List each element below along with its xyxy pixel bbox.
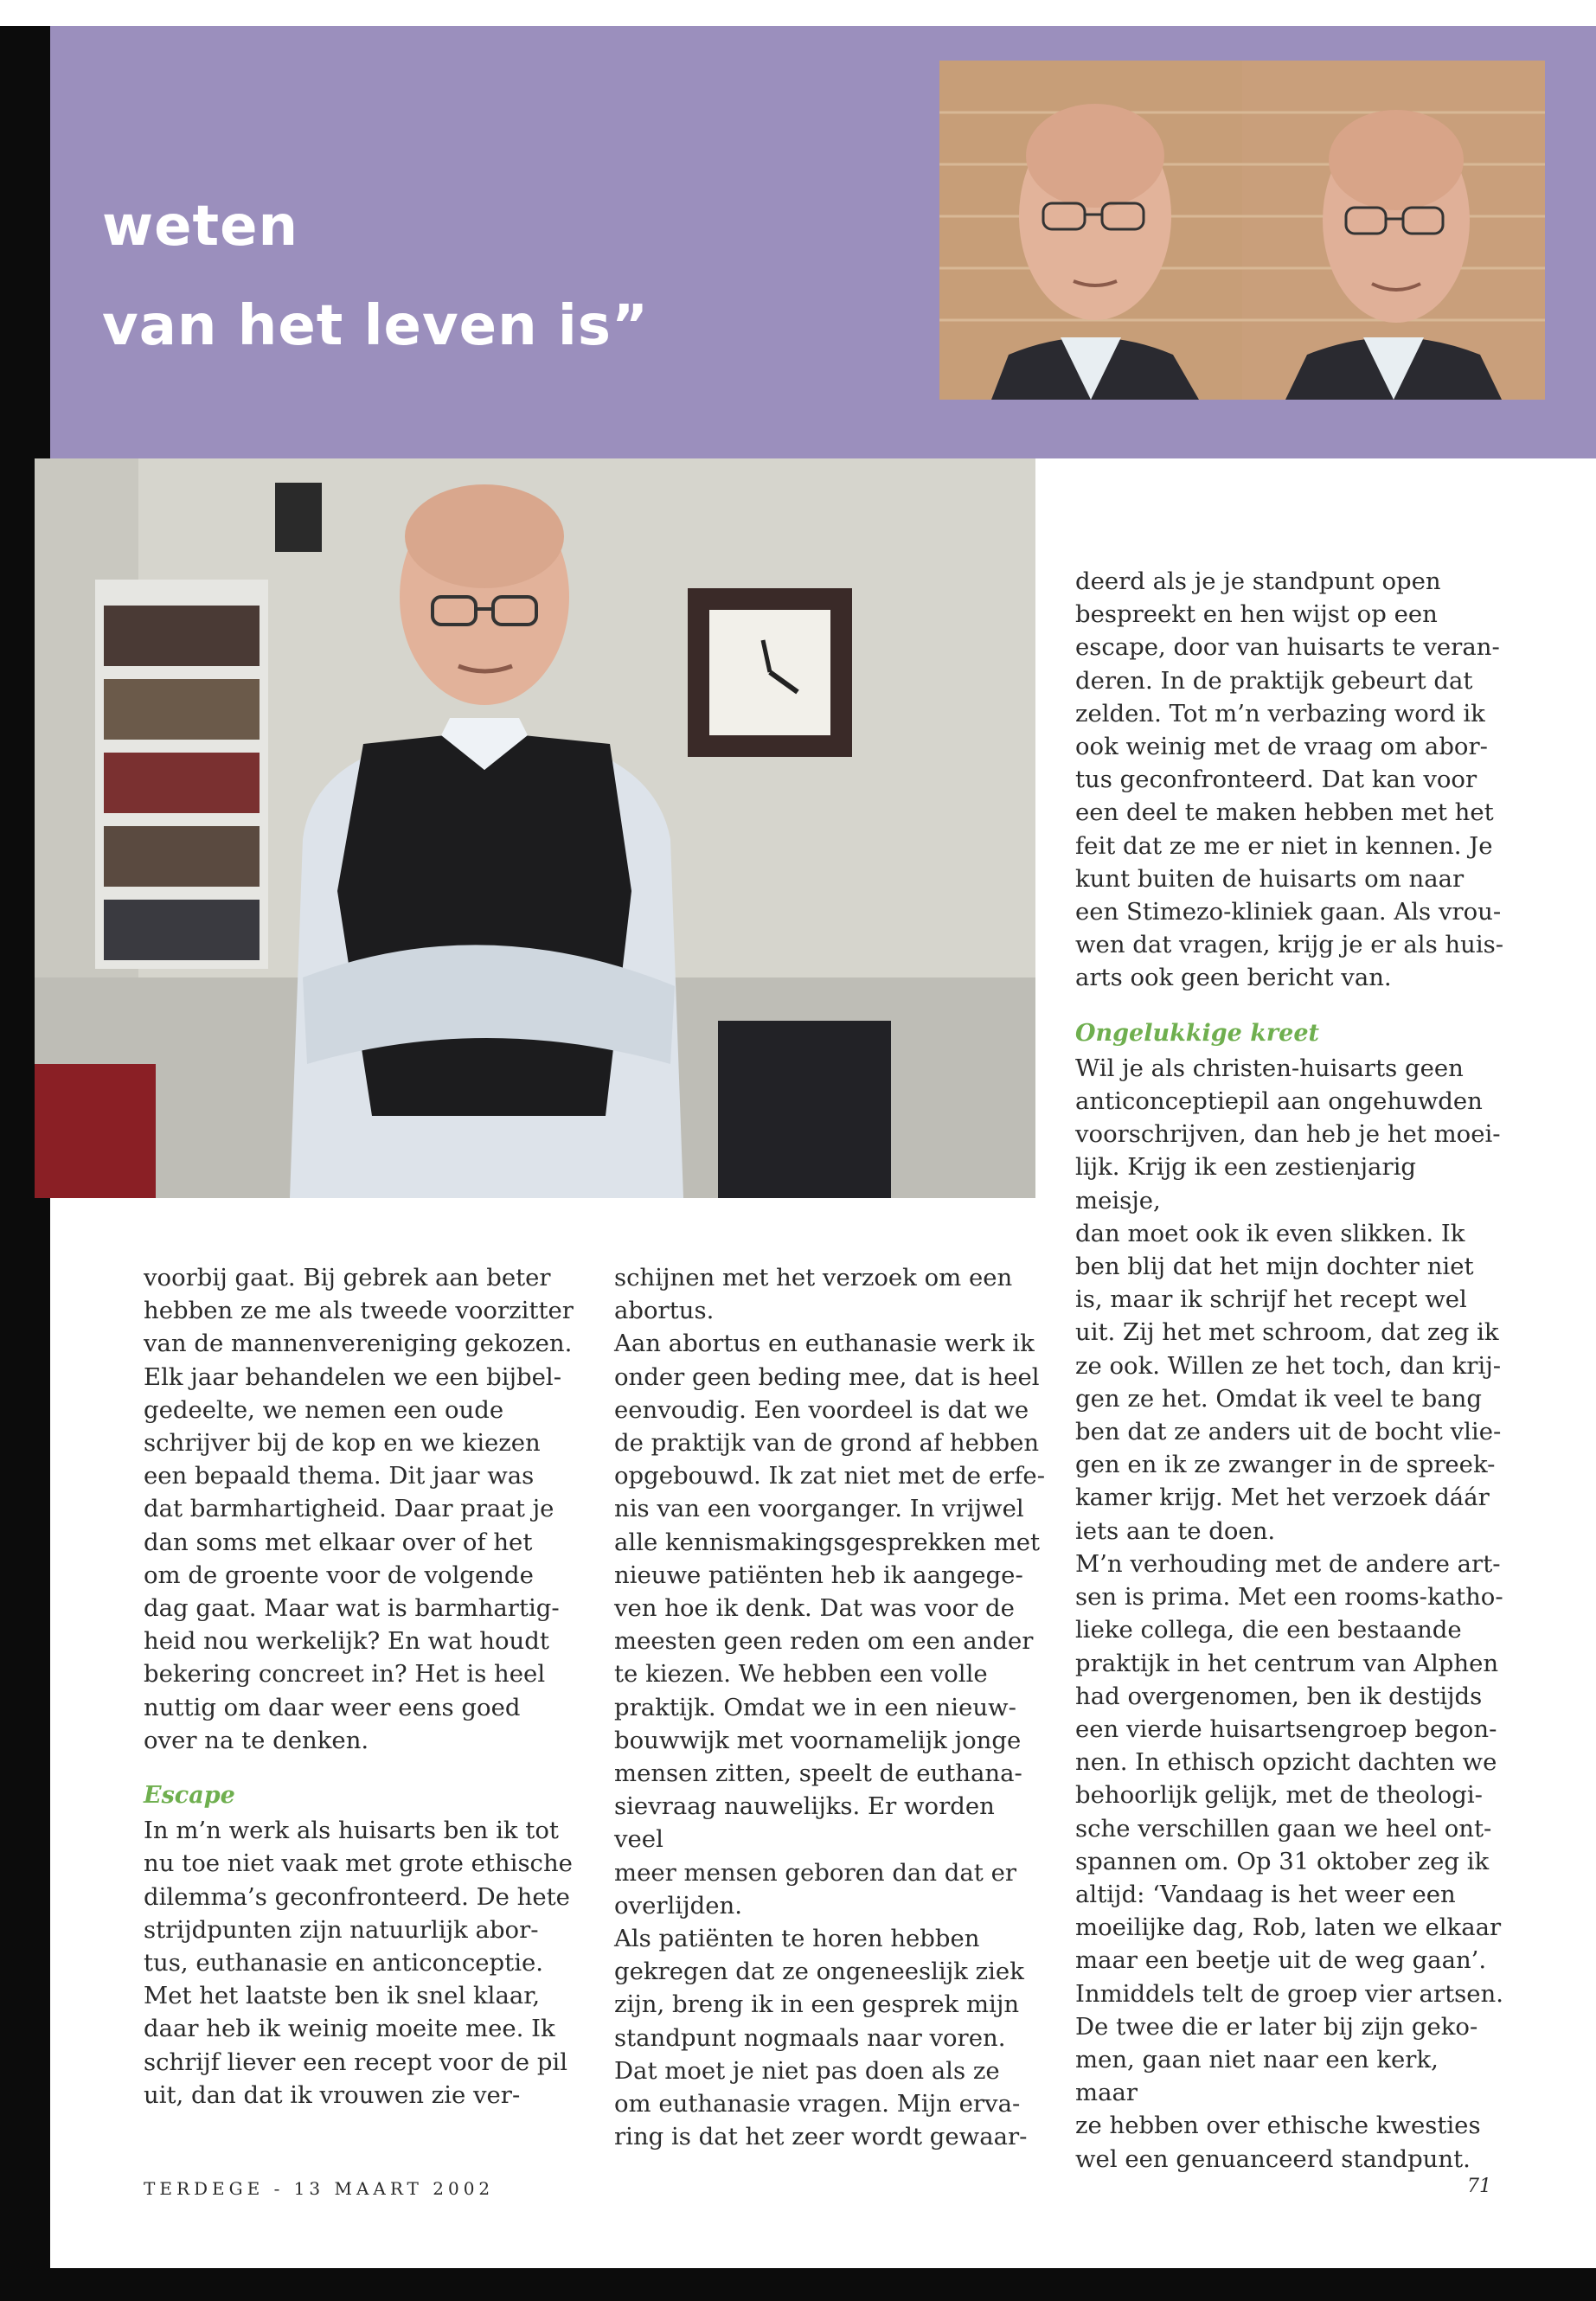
portrait-photo-right [1242, 61, 1545, 400]
headline-banner [50, 26, 1596, 458]
body-line: ook weinig met de vraag om abor- [1075, 733, 1488, 761]
body-line: strijdpunten zijn natuurlijk abor- [144, 1915, 539, 1944]
body-line: Dat moet je niet pas doen als ze [614, 2056, 1000, 2085]
body-line: schrijver bij de kop en we kiezen [144, 1429, 541, 1458]
body-line: Inmiddels telt de groep vier artsen. [1075, 1979, 1503, 2008]
body-line: M’n verhouding met de andere art- [1075, 1549, 1501, 1578]
body-line: kunt buiten de huisarts om naar [1075, 864, 1465, 893]
body-line: ben blij dat het mijn dochter niet [1075, 1253, 1474, 1281]
body-line: opgebouwd. Ik zat niet met de erfe- [614, 1462, 1045, 1490]
body-line: abortus. [614, 1297, 715, 1325]
body-line: van de mannenvereniging gekozen. [144, 1330, 573, 1358]
body-line: Met het laatste ben ik snel klaar, [144, 1982, 541, 2010]
body-line: standpunt nogmaals naar voren. [614, 2023, 1006, 2052]
body-line: ven hoe ik denk. Dat was voor de [614, 1594, 1015, 1623]
portrait-strip [939, 61, 1545, 400]
body-line: Aan abortus en euthanasie werk ik [614, 1330, 1035, 1358]
body-line: ze ook. Willen ze het toch, dan krij- [1075, 1351, 1502, 1380]
body-line: Wil je als christen-huisarts geen [1075, 1054, 1464, 1082]
footer-publication: TERDEGE - 13 MAART 2002 [144, 2178, 495, 2199]
body-line: praktijk. Omdat we in een nieuw- [614, 1693, 1016, 1721]
body-line: zelden. Tot m’n verbazing word ik [1075, 699, 1485, 727]
bookshelf [95, 580, 268, 969]
body-line: tus, euthanasie en anticonceptie. [144, 1949, 544, 1977]
body-line: meer mensen geboren dan dat er [614, 1858, 1016, 1887]
body-line: lijk. Krijg ik een zestienjarig meisje, [1075, 1153, 1416, 1215]
section-subhead-escape: Escape [144, 1782, 235, 1810]
body-line: heid nou werkelijk? En wat houdt [144, 1627, 549, 1656]
body-line: escape, door van huisarts te veran- [1075, 633, 1500, 662]
body-line: had overgenomen, ben ik destijds [1075, 1682, 1483, 1710]
body-line: onder geen beding mee, dat is heel [614, 1362, 1040, 1391]
body-line: dat barmhartigheid. Daar praat je [144, 1495, 554, 1523]
body-line: nu toe niet vaak met grote ethische [144, 1849, 573, 1878]
body-line: een vierde huisartsengroep begon- [1075, 1715, 1497, 1743]
body-line: wen dat vragen, krijg je er als huis- [1075, 931, 1504, 959]
body-line: alle kennismakingsgesprekken met [614, 1528, 1041, 1556]
body-line: ring is dat het zeer wordt gewaar- [614, 2123, 1028, 2151]
body-line: gekregen dat ze ongeneeslijk ziek [614, 1958, 1024, 1986]
body-line: een Stimezo-kliniek gaan. Als vrou- [1075, 898, 1502, 926]
body-line: daar heb ik weinig moeite mee. Ik [144, 2015, 555, 2043]
body-line: ze hebben over ethische kwesties [1075, 2112, 1481, 2140]
body-line: De twee die er later bij zijn geko- [1075, 2012, 1478, 2041]
scan-border-bottom [0, 2268, 1596, 2301]
body-line: nis van een voorganger. In vrijwel [614, 1495, 1024, 1523]
text-column-1 [144, 1261, 576, 2112]
body-line: is, maar ik schrijf het recept wel [1075, 1285, 1467, 1314]
body-line: dan moet ook ik even slikken. Ik [1075, 1219, 1465, 1247]
body-line: iets aan te doen. [1075, 1516, 1276, 1545]
body-line: voorbij gaat. Bij gebrek aan beter [144, 1264, 551, 1292]
body-line: feit dat ze me er niet in kennen. Je [1075, 831, 1493, 860]
body-line: om de groente voor de volgende [144, 1561, 534, 1589]
body-line: deren. In de praktijk gebeurt dat [1075, 666, 1473, 695]
body-line: arts ook geen bericht van. [1075, 964, 1392, 992]
body-line: voorschrijven, dan heb je het moei- [1075, 1120, 1501, 1149]
headline-line-2: van het leven is” [102, 294, 649, 358]
body-line: men, gaan niet naar een kerk, maar [1075, 2045, 1439, 2107]
body-line: gedeelte, we nemen een oude [144, 1395, 504, 1424]
body-line: nieuwe patiënten heb ik aangege- [614, 1561, 1023, 1589]
body-line: anticonceptiepil aan ongehuwden [1075, 1087, 1483, 1116]
body-line: schrijf liever een recept voor de pil [144, 2048, 568, 2076]
main-photo [35, 458, 1035, 1198]
body-line: bouwwijk met voornamelijk jonge [614, 1726, 1022, 1754]
body-line: sievraag nauwelijks. Er worden veel [614, 1792, 995, 1854]
page-top-margin [0, 0, 1596, 26]
body-line: een bepaald thema. Dit jaar was [144, 1462, 535, 1490]
body-line: gen en ik ze zwanger in de spreek- [1075, 1451, 1496, 1479]
body-line: schijnen met het verzoek om een [614, 1264, 1013, 1292]
body-line: uit, dan dat ik vrouwen zie ver- [144, 2080, 521, 2109]
body-line: eenvoudig. Een voordeel is dat we [614, 1395, 1029, 1424]
body-line: zijn, breng ik in een gesprek mijn [614, 1990, 1020, 2019]
body-line: over na te denken. [144, 1726, 369, 1754]
body-line: maar een beetje uit de weg gaan’. [1075, 1946, 1487, 1975]
body-line: sche verschillen gaan we heel ont- [1075, 1814, 1492, 1843]
body-line: tus geconfronteerd. Dat kan voor [1075, 766, 1477, 794]
section-subhead-ongelukkige-kreet: Ongelukkige kreet [1075, 1019, 1319, 1047]
headline-line-1: weten [102, 195, 299, 259]
body-line: sen is prima. Met een rooms-katho- [1075, 1583, 1503, 1612]
body-line: altijd: ‘Vandaag is het weer een [1075, 1880, 1456, 1908]
body-line: nuttig om daar weer eens goed [144, 1693, 521, 1721]
body-line: mensen zitten, speelt de euthana- [614, 1759, 1022, 1788]
body-line: spannen om. Op 31 oktober zeg ik [1075, 1847, 1490, 1875]
body-line: dilemma’s geconfronteerd. De hete [144, 1882, 570, 1911]
body-line: meesten geen reden om een ander [614, 1627, 1034, 1656]
body-line: dag gaat. Maar wat is barmhartig- [144, 1594, 560, 1623]
body-line: gen ze het. Omdat ik veel te bang [1075, 1384, 1482, 1413]
body-line: bespreekt en hen wijst op een [1075, 600, 1438, 629]
body-line: ben dat ze anders uit de bocht vlie- [1075, 1418, 1502, 1446]
body-line: praktijk in het centrum van Alphen [1075, 1649, 1499, 1677]
body-line: bekering concreet in? Het is heel [144, 1660, 546, 1689]
body-line: hebben ze me als tweede voorzitter [144, 1297, 574, 1325]
body-line: deerd als je je standpunt open [1075, 567, 1441, 595]
text-column-2 [614, 1261, 1047, 2153]
footer-page-number: 71 [1467, 2176, 1491, 2197]
body-line: om euthanasie vragen. Mijn erva- [614, 2090, 1021, 2118]
body-line: een deel te maken hebben met het [1075, 798, 1494, 827]
body-line: te kiezen. We hebben een volle [614, 1660, 988, 1689]
body-line: de praktijk van de grond af hebben [614, 1429, 1040, 1458]
body-line: dan soms met elkaar over of het [144, 1528, 533, 1556]
portrait-photo-left [939, 61, 1242, 400]
body-line: In m’n werk als huisarts ben ik tot [144, 1817, 559, 1845]
body-line: kamer krijg. Met het verzoek dáár [1075, 1484, 1490, 1512]
body-line: uit. Zij het met schroom, dat zeg ik [1075, 1318, 1499, 1347]
body-line: Elk jaar behandelen we een bijbel- [144, 1362, 562, 1391]
body-line: wel een genuanceerd standpunt. [1075, 2144, 1471, 2173]
body-line: overlijden. [614, 1891, 742, 1920]
body-line: lieke collega, die een bestaande [1075, 1616, 1462, 1644]
text-column-3 [1075, 565, 1508, 2176]
wall-clock [688, 588, 852, 757]
body-line: moeilijke dag, Rob, laten we elkaar [1075, 1913, 1502, 1942]
body-line: nen. In ethisch opzicht dachten we [1075, 1748, 1497, 1777]
body-line: behoorlijk gelijk, met de theologi- [1075, 1781, 1483, 1810]
body-line: Als patiënten te horen hebben [614, 1925, 980, 1953]
